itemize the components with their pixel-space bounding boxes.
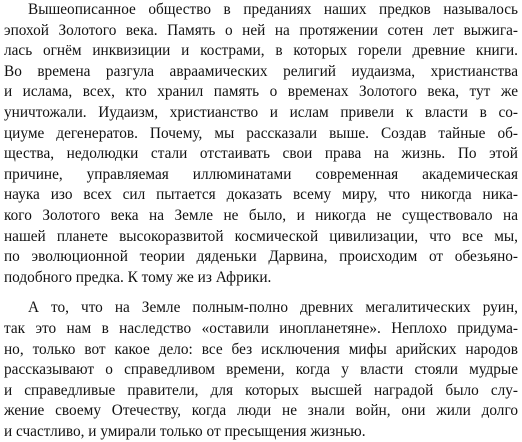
text-line: щества, недолюдки стали отстаивать свои права на жизнь. По этой xyxy=(4,145,518,163)
text-line: кого Золотого века на Земле не было, и никогда не существовало на xyxy=(4,206,518,224)
text-line: эпохой Золотого века. Память о ней на протяжении сотен лет выжига- xyxy=(4,21,518,39)
text-line: наука изо всех сил пытается доказать всему миру, что никогда ника- xyxy=(4,186,518,204)
text-line: по эволюционной теории дяденьки Дарвина, происходим от обезьяно- xyxy=(4,248,518,266)
text-line: и справедливые правители, для которых высшей наградой было слу- xyxy=(4,381,518,399)
text-line: так это нам в наследство «оставили инопланетяне». Неплохо придума- xyxy=(4,319,518,337)
paragraph-2 xyxy=(4,298,518,442)
text-line: причине, управляемая иллюминатами современная академическая xyxy=(4,165,518,183)
text-line: жение своему Отечеству, когда люди не знали войн, они жили долго xyxy=(4,402,518,420)
text-line: циуме дегенератов. Почему, мы рассказали выше. Создав тайные об- xyxy=(4,124,518,142)
text-line: Вышеописанное общество в преданиях наших предков называлось xyxy=(28,1,518,18)
text-line: уничтожали. Иудаизм, христианство и ислам привели к власти в со- xyxy=(4,103,518,121)
text-line: подобного предка. К тому же из Африки. xyxy=(4,268,272,286)
text-line: и ислама, всех, кто хранил память о временах Золотого века, тут же xyxy=(4,83,518,101)
text-line: но, только вот какое дело: все без исключения мифы арийских народов xyxy=(4,340,518,358)
text-line: нашей планете высокоразвитой космической цивилизации, что все мы, xyxy=(4,227,518,245)
text-line: и счастливо, и умирали только от пресыщения жизнью. xyxy=(4,422,366,440)
text-line: рассказывают о справедливом времени, когда у власти стояли мудрые xyxy=(4,361,518,379)
text-line: А то, что на Земле полным-полно древних мегалитических руин, xyxy=(28,299,518,317)
text-line: Во времена разгула авраамических религий иудаизма, христианства xyxy=(4,62,518,80)
text-line: лась огнём инквизиции и кострами, в которых горели древние книги. xyxy=(4,42,518,60)
document-page xyxy=(4,0,518,442)
paragraph-1 xyxy=(4,0,518,288)
